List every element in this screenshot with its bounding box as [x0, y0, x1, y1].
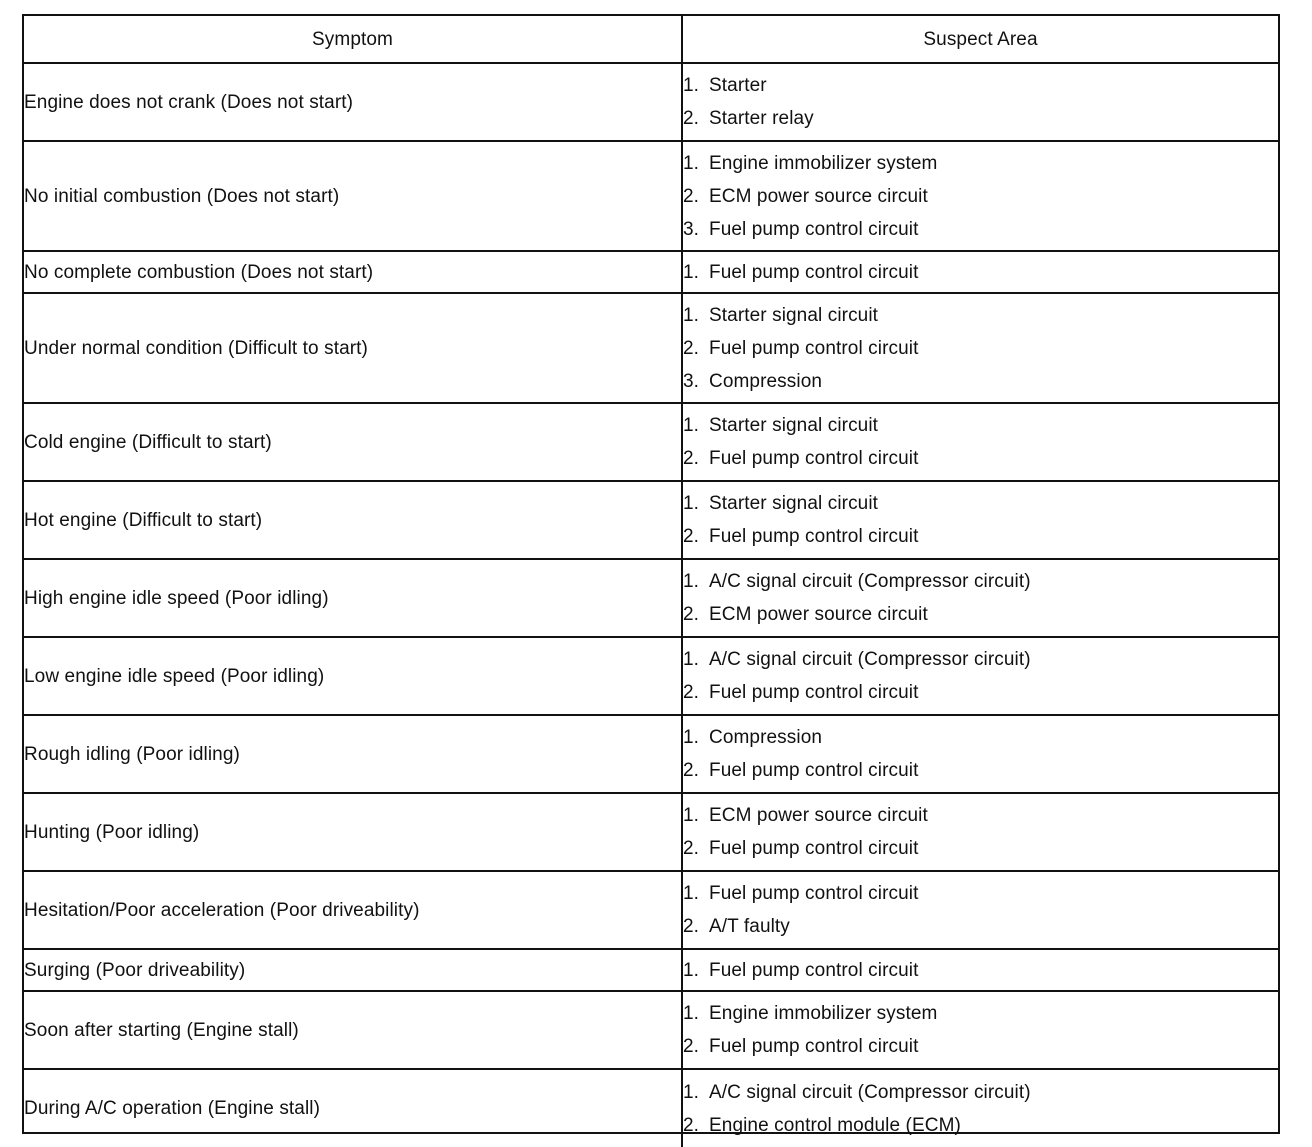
table-row — [24, 63, 1278, 141]
suspect-item-text: Fuel pump control circuit — [709, 261, 919, 283]
suspect-item-text: Fuel pump control circuit — [709, 526, 919, 547]
suspect-item-number: 2. — [683, 185, 700, 207]
suspect-item-number: 2. — [683, 916, 700, 937]
suspect-item — [683, 180, 1278, 213]
suspect-area-cell — [682, 715, 1278, 793]
suspect-item-text: Starter — [709, 75, 767, 96]
table-row — [24, 871, 1278, 949]
suspect-item-text: Fuel pump control circuit — [709, 760, 919, 781]
suspect-item-number: 2. — [683, 108, 700, 129]
symptom-cell: Engine does not crank (Does not start) — [24, 63, 682, 141]
suspect-item-number: 1. — [683, 727, 700, 748]
suspect-item-text: Fuel pump control circuit — [709, 448, 919, 469]
suspect-item — [683, 832, 1278, 865]
table-header-row — [24, 16, 1278, 63]
table-body — [24, 63, 1278, 1147]
suspect-item-number: 1. — [683, 1003, 700, 1024]
table-row — [24, 559, 1278, 637]
suspect-item-number: 2. — [683, 838, 700, 859]
suspect-area-cell — [682, 559, 1278, 637]
suspect-item-number: 1. — [683, 649, 700, 670]
suspect-item-number: 1. — [683, 415, 700, 436]
suspect-item-text: Starter signal circuit — [709, 493, 879, 514]
symptom-cell: Cold engine (Difficult to start) — [24, 403, 682, 481]
suspect-item-text: Compression — [709, 370, 823, 392]
suspect-item-number: 1. — [683, 1081, 700, 1103]
suspect-item — [683, 877, 1278, 910]
suspect-item-text: Fuel pump control circuit — [709, 883, 919, 904]
symptom-cell: No complete combustion (Does not start) — [24, 251, 682, 293]
table-row — [24, 403, 1278, 481]
suspect-item-text: A/C signal circuit (Compressor circuit) — [709, 1081, 1031, 1103]
suspect-area-cell — [682, 637, 1278, 715]
suspect-area-cell — [682, 991, 1278, 1069]
table-row — [24, 637, 1278, 715]
suspect-item-number: 1. — [683, 805, 700, 826]
symptom-suspect-table — [24, 16, 1278, 1147]
suspect-area-cell — [682, 481, 1278, 559]
suspect-item-text: Engine immobilizer system — [709, 152, 938, 174]
suspect-item — [683, 676, 1278, 709]
suspect-item-number: 1. — [683, 304, 700, 326]
suspect-item-text: A/C signal circuit (Compressor circuit) — [709, 649, 1031, 670]
suspect-item-number: 2. — [683, 448, 700, 469]
symptom-column-header: Symptom — [24, 16, 682, 63]
table-row — [24, 1069, 1278, 1147]
table-row — [24, 715, 1278, 793]
suspect-item — [683, 213, 1278, 246]
suspect-item — [683, 409, 1278, 442]
suspect-item-text: Engine control module (ECM) — [709, 1114, 961, 1136]
table-row — [24, 141, 1278, 251]
table-row — [24, 991, 1278, 1069]
symptom-cell: Hunting (Poor idling) — [24, 793, 682, 871]
suspect-item-text: Compression — [709, 727, 823, 748]
suspect-item-number: 2. — [683, 682, 700, 703]
suspect-item — [683, 365, 1278, 398]
suspect-item — [683, 520, 1278, 553]
suspect-area-column-header: Suspect Area — [682, 16, 1278, 63]
suspect-item-text: Starter relay — [709, 108, 814, 129]
suspect-item — [683, 102, 1278, 135]
suspect-item-text: ECM power source circuit — [709, 185, 928, 207]
table-row — [24, 293, 1278, 403]
suspect-item — [683, 799, 1278, 832]
suspect-item — [683, 643, 1278, 676]
suspect-item-text: Fuel pump control circuit — [709, 1036, 919, 1057]
suspect-item — [683, 598, 1278, 631]
table-row — [24, 949, 1278, 991]
suspect-area-cell — [682, 1069, 1278, 1147]
suspect-item-text: ECM power source circuit — [709, 604, 928, 625]
suspect-area-cell — [682, 871, 1278, 949]
symptom-cell: Hesitation/Poor acceleration (Poor driveability) — [24, 871, 682, 949]
table-row — [24, 251, 1278, 293]
symptom-cell: Surging (Poor driveability) — [24, 949, 682, 991]
suspect-area-cell — [682, 949, 1278, 991]
symptom-cell: Soon after starting (Engine stall) — [24, 991, 682, 1069]
symptom-cell: Under normal condition (Difficult to start) — [24, 293, 682, 403]
suspect-item — [683, 997, 1278, 1030]
suspect-item — [683, 721, 1278, 754]
suspect-area-cell — [682, 793, 1278, 871]
suspect-item — [683, 565, 1278, 598]
table-row — [24, 481, 1278, 559]
suspect-item-number: 1. — [683, 75, 700, 96]
suspect-item-text: Fuel pump control circuit — [709, 682, 919, 703]
table-row — [24, 793, 1278, 871]
suspect-item-number: 2. — [683, 760, 700, 781]
suspect-item-number: 3. — [683, 370, 700, 392]
suspect-item-number: 2. — [683, 1036, 700, 1057]
suspect-item-text: Engine immobilizer system — [709, 1003, 938, 1024]
suspect-item-number: 2. — [683, 604, 700, 625]
symptom-cell: Low engine idle speed (Poor idling) — [24, 637, 682, 715]
suspect-area-cell — [682, 141, 1278, 251]
suspect-item-number: 1. — [683, 493, 700, 514]
suspect-item — [683, 1109, 1278, 1142]
suspect-item-text: Fuel pump control circuit — [709, 838, 919, 859]
suspect-item-number: 3. — [683, 218, 700, 240]
suspect-item-text: Fuel pump control circuit — [709, 959, 919, 981]
symptom-cell: High engine idle speed (Poor idling) — [24, 559, 682, 637]
suspect-item-text: A/T faulty — [709, 916, 790, 937]
suspect-item-number: 1. — [683, 261, 700, 283]
suspect-item-text: Starter signal circuit — [709, 304, 879, 326]
suspect-area-cell — [682, 251, 1278, 293]
suspect-item-number: 2. — [683, 337, 700, 359]
suspect-item-number: 1. — [683, 152, 700, 174]
suspect-item-number: 1. — [683, 883, 700, 904]
suspect-item — [683, 910, 1278, 943]
suspect-item-text: Fuel pump control circuit — [709, 218, 919, 240]
suspect-item-text: Fuel pump control circuit — [709, 337, 919, 359]
suspect-item — [683, 754, 1278, 787]
suspect-item — [683, 487, 1278, 520]
suspect-item-text: A/C signal circuit (Compressor circuit) — [709, 571, 1031, 592]
symptom-cell: During A/C operation (Engine stall) — [24, 1069, 682, 1147]
suspect-item — [683, 69, 1278, 102]
symptom-cell: Rough idling (Poor idling) — [24, 715, 682, 793]
suspect-item-text: ECM power source circuit — [709, 805, 928, 826]
suspect-item-number: 2. — [683, 526, 700, 547]
suspect-item — [683, 332, 1278, 365]
suspect-item — [683, 299, 1278, 332]
suspect-area-cell — [682, 403, 1278, 481]
suspect-item-number: 1. — [683, 959, 700, 981]
troubleshooting-table-frame — [22, 14, 1280, 1134]
suspect-item — [683, 256, 1278, 289]
suspect-area-cell — [682, 293, 1278, 403]
suspect-item-text: Starter signal circuit — [709, 415, 879, 436]
suspect-item — [683, 442, 1278, 475]
suspect-item-number: 1. — [683, 571, 700, 592]
suspect-item — [683, 147, 1278, 180]
suspect-item — [683, 1076, 1278, 1109]
suspect-area-cell — [682, 63, 1278, 141]
suspect-item — [683, 954, 1278, 987]
symptom-cell: No initial combustion (Does not start) — [24, 141, 682, 251]
symptom-cell: Hot engine (Difficult to start) — [24, 481, 682, 559]
suspect-item-number: 2. — [683, 1114, 700, 1136]
suspect-item — [683, 1030, 1278, 1063]
